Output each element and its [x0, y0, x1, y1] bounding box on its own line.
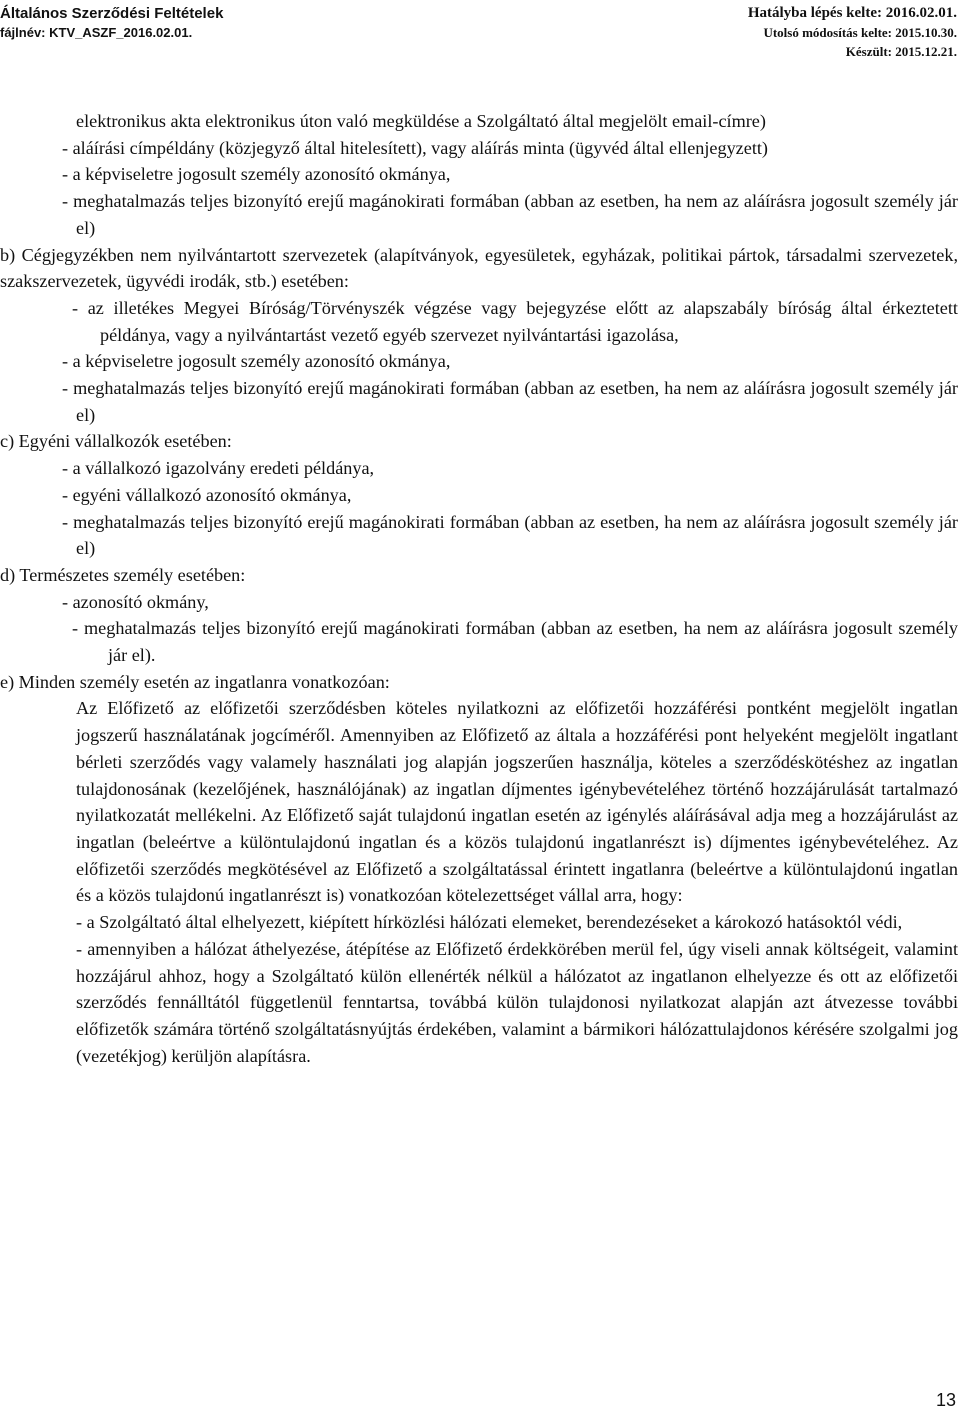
page-header [0, 0, 960, 72]
section-c-heading: c) Egyéni vállalkozók esetében: [0, 431, 232, 452]
section-b-heading: b) Cégjegyzékben nem nyilvántartott szervezetek (alapítványok, egyesületek, egyházak, politikai pártok, társadalmi szervezetek, szakszervezetek, ügyvédi irodák, stb.) esetében: [0, 244, 958, 292]
list-item-network-relocation: - amennyiben a hálózat áthelyezése, átépítése az Előfizető érdekkörében merül fel, úgy viseli annak költségeit, valamint hozzájárul ahhoz, hogy a Szolgáltató külön ellenérték nélkül a hálózatot az ingatlanon elhelyezze és ott az előfizetői szerződés fennálltától függetlenül fenntartsa, továbbá külön tulajdonosi nyilatkozat alapján azt átvezesse további előfizetők számára történő szolgáltatásnyújtás érdekében, valamint a bármikori hálózattulajdonos kérésére szolgalmi jog (vezetékjog) kerüljön alapításra. [76, 938, 958, 1066]
list-item-representative-id: - a képviseletre jogosult személy azonosító okmánya, [62, 164, 451, 185]
effective-date: Hatályba lépés kelte: 2016.02.01. [747, 5, 957, 21]
section-d-heading: d) Természetes személy esetében: [0, 564, 246, 585]
document-title: Általános Szerződési Feltételek [0, 5, 224, 22]
list-item-power-of-attorney: - meghatalmazás teljes bizonyító erejű magánokirati formában (abban az esetben, ha nem az aláírásra jogosult személy jár el) [62, 511, 958, 559]
section-e-heading: e) Minden személy esetén az ingatlanra vonatkozóan: [0, 671, 390, 692]
list-item-court-registration: - az illetékes Megyei Bíróság/Törvényszék végzése vagy bejegyzése előtt az alapszabály bíróság által érkeztetett példánya, vagy a nyilvántartást vezető egyéb szervezet nyilvántartási igazolása, [72, 297, 958, 345]
list-item-power-of-attorney: - meghatalmazás teljes bizonyító erejű magánokirati formában (abban az esetben, ha nem az aláírásra jogosult személy jár el). [72, 618, 958, 666]
header-right [748, 5, 957, 60]
paragraph-property-consent: Az Előfizető az előfizetői szerződésben köteles nyilatkozni az előfizetői hozzáférési pontként megjelölt ingatlan jogszerű használatának jogcíméről. Amennyiben az Előfizető az általa a hozzáférési pont helyeként megjelölt ingatlant bérleti szerződés vagy valamely használati jog alapján jogszerűen használja, köteles a szerződéskötéshez az ingatlan tulajdonosának (kezelőjének, használójának) az ingatlan díjmentes igénybevételéhez történő hozzájárulását tartalmazó nyilatkozatát mellékelni. Az Előfizető saját tulajdonú ingatlan esetén az igénylés aláírásával adja meg a hozzájárulást az ingatlan (beleértve a különtulajdonú ingatlan és a közös tulajdonú ingatlanrészt is) díjmentes igénybevételéhez. Az előfizetői szerződés megkötésével az Előfizető a szolgáltatással érintett ingatlanra (beleértve a különtulajdonú ingatlan és a közös tulajdonú ingatlanrészt is) vonatkozóan kötelezettséget vállal arra, hogy: [76, 698, 958, 906]
list-item-signature-specimen: - aláírási címpéldány (közjegyző által hitelesített), vagy aláírás minta (ügyvéd által ellenjegyzett) [62, 137, 768, 158]
list-item-identity-document: - azonosító okmány, [62, 591, 209, 612]
page-number: 13 [935, 1390, 956, 1410]
list-item-entrepreneur-id: - egyéni vállalkozó azonosító okmánya, [62, 484, 352, 505]
document-body [0, 108, 958, 1069]
header-left [0, 5, 223, 40]
list-item-entrepreneur-card: - a vállalkozó igazolvány eredeti példánya, [62, 458, 375, 479]
list-item-power-of-attorney: - meghatalmazás teljes bizonyító erejű magánokirati formában (abban az esetben, ha nem az aláírásra jogosult személy jár el) [62, 191, 958, 238]
file-name: fájlnév: KTV_ASZF_2016.02.01. [0, 25, 193, 40]
paragraph-email-delivery: elektronikus akta elektronikus úton való megküldése a Szolgáltató által megjelölt email-címre) [76, 111, 766, 131]
last-modified-date: Utolsó módosítás kelte: 2015.10.30. [763, 25, 957, 40]
list-item-power-of-attorney: - meghatalmazás teljes bizonyító erejű magánokirati formában (abban az esetben, ha nem az aláírásra jogosult személy jár el) [62, 378, 958, 425]
list-item-representative-id: - a képviseletre jogosult személy azonosító okmánya, [62, 351, 451, 372]
created-date: Készült: 2015.12.21. [845, 44, 957, 59]
list-item-network-protection: - a Szolgáltató által elhelyezett, kiépített hírközlési hálózati elemeket, berendezéseket a károkozó hatásoktól védi, [76, 912, 903, 933]
